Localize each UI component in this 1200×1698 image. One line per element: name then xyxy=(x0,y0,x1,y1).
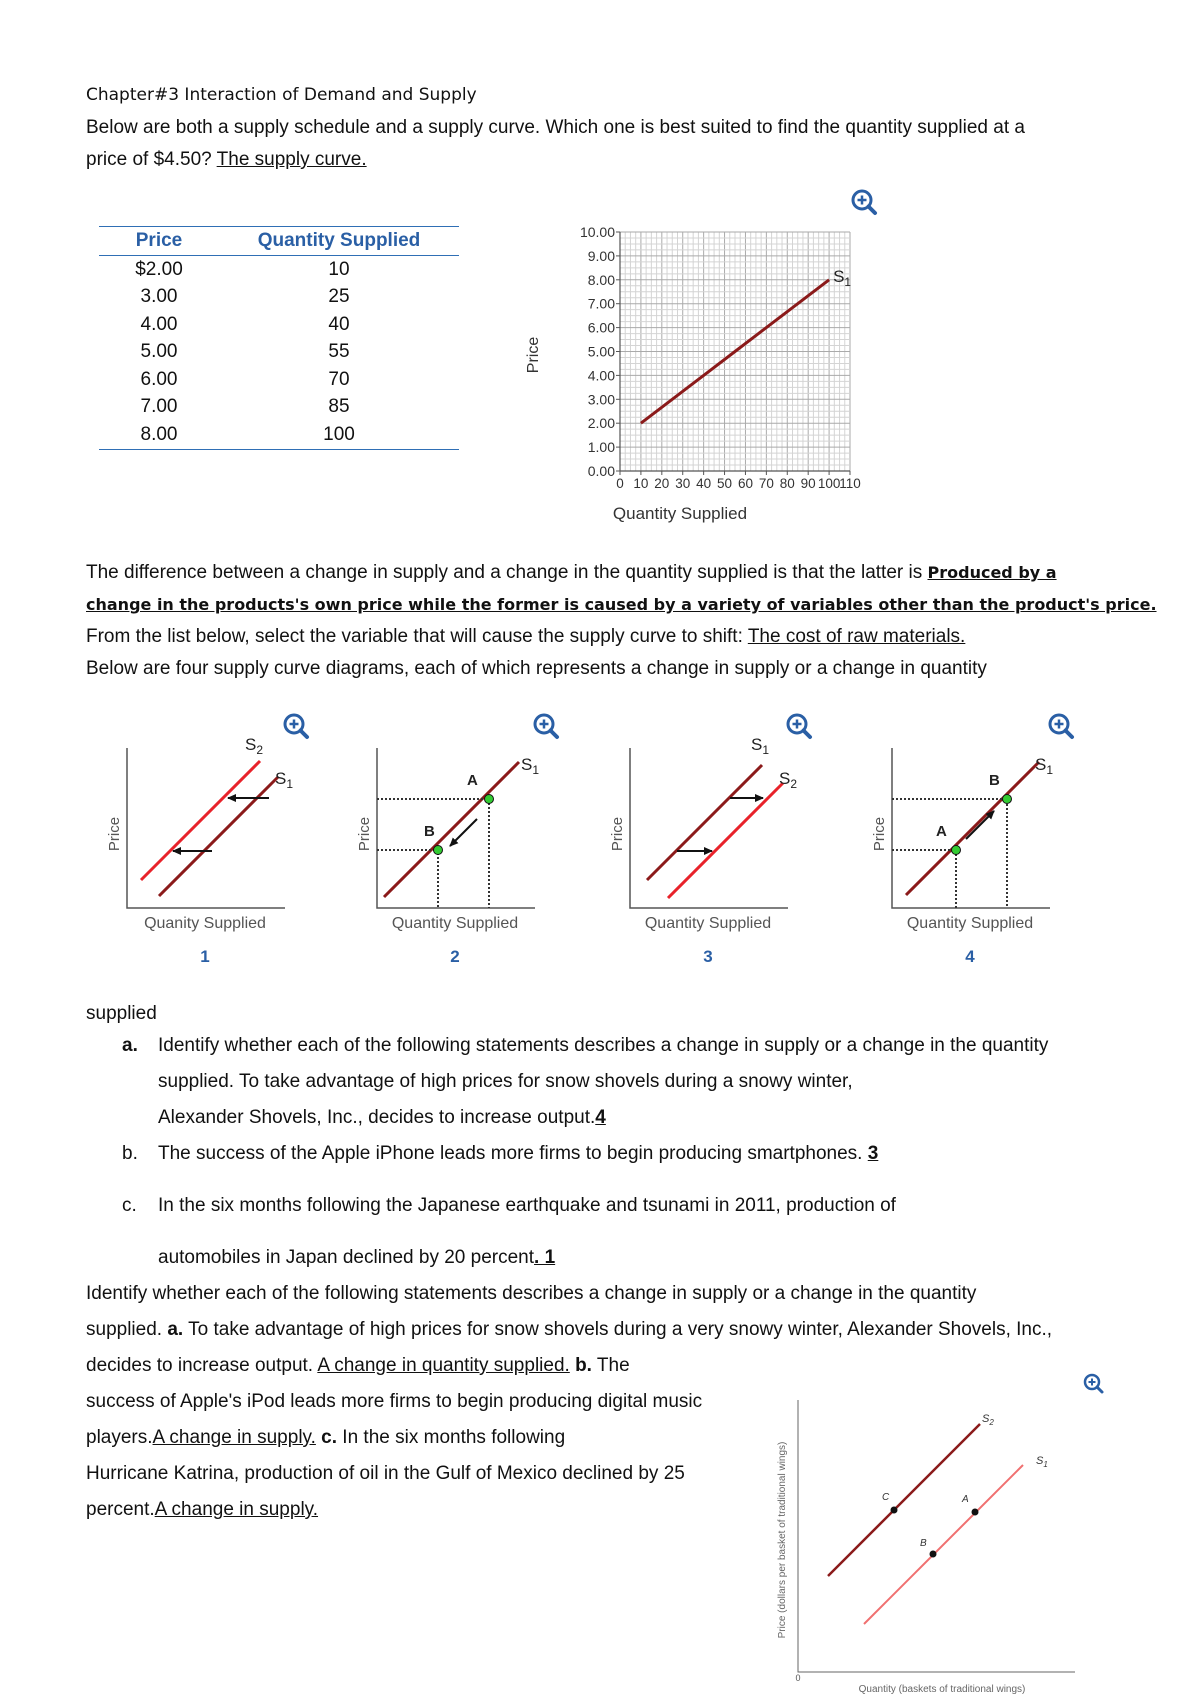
item-b-text: The success of the Apple iPhone leads more firms to begin producing smartphones. xyxy=(158,1143,868,1164)
wings-supply-chart xyxy=(770,1370,1120,1695)
paragraph-line-3 xyxy=(86,1350,630,1382)
y-tick-label: 9.00 xyxy=(587,247,615,264)
zoom-in-icon[interactable] xyxy=(535,715,557,737)
four-supply-diagrams xyxy=(95,712,1105,972)
quantity-cell: 100 xyxy=(219,421,459,449)
wings-point-b xyxy=(930,1551,937,1558)
price-cell: 5.00 xyxy=(140,341,178,363)
x-tick-label: 10 xyxy=(633,476,649,491)
quantity-cell: 55 xyxy=(328,341,350,363)
diagram-2 xyxy=(356,715,557,966)
x-tick-label: 90 xyxy=(800,476,816,491)
x-axis-ticks xyxy=(616,471,861,491)
x-axis-label: Quantity Supplied xyxy=(612,504,748,523)
diagram-2-number: 2 xyxy=(450,947,460,966)
y-tick-label: 6.00 xyxy=(587,319,615,336)
diagram-3-label-s1: $S_1$ xyxy=(751,735,770,757)
y-tick-label: 10.00 xyxy=(579,224,615,240)
paragraph-answer-b: A change in supply. xyxy=(152,1427,316,1448)
price-cell: 8.00 xyxy=(99,421,219,449)
x-tick-label: 30 xyxy=(675,476,691,491)
paragraph-text: decides to increase output. xyxy=(86,1355,318,1376)
x-tick-label: 20 xyxy=(654,476,670,491)
quantity-cell: 85 xyxy=(328,396,350,418)
diagram-3-number: 3 xyxy=(703,947,713,966)
diagram-1-y-label: Price xyxy=(106,816,123,852)
diagram-2-point-b xyxy=(434,846,443,855)
item-b-answer: 3 xyxy=(867,1143,879,1164)
item-a-line-1: Identify whether each of the following statements describes a change in supply or a change in the quantity xyxy=(158,1035,1049,1056)
question-3-answer: The cost of raw materials. xyxy=(747,626,966,647)
question-3-line xyxy=(86,621,965,653)
item-c-text: automobiles in Japan declined by 20 percent xyxy=(158,1247,535,1268)
price-cell: $2.00 xyxy=(135,258,183,280)
wings-label-s2: $S_2$ xyxy=(982,1413,994,1427)
y-tick-label: 1.00 xyxy=(587,439,615,456)
wings-point-a xyxy=(972,1509,979,1516)
paragraph-line-2 xyxy=(86,1314,1052,1346)
zoom-in-icon[interactable] xyxy=(850,188,878,216)
x-tick-label: 100 xyxy=(817,476,841,491)
diagram-1-s1-curve xyxy=(159,777,278,896)
zoom-in-icon[interactable] xyxy=(285,715,307,737)
question-2-line-2 xyxy=(86,589,1157,621)
item-a-answer: 4 xyxy=(595,1107,606,1128)
quantity-cell: 10 xyxy=(328,258,350,280)
item-c-answer: . 1 xyxy=(534,1247,556,1268)
paragraph-text: supplied. xyxy=(86,1319,168,1340)
question-1-answer: The supply curve. xyxy=(216,149,367,170)
item-b-line xyxy=(158,1138,884,1170)
paragraph-line-7 xyxy=(86,1494,318,1526)
diagram-4-label-a: A xyxy=(936,823,947,840)
quantity-cell: 40 xyxy=(328,313,350,335)
wings-label-a: A xyxy=(962,1494,969,1505)
x-tick-label: 50 xyxy=(717,476,733,491)
diagram-2-x-label: Quantity Supplied xyxy=(391,915,519,932)
diagram-2-y-label: Price xyxy=(356,816,373,852)
zoom-in-icon[interactable] xyxy=(788,715,810,737)
column-header-price: Price xyxy=(99,227,219,256)
diagram-3-y-label: Price xyxy=(609,816,626,852)
diagram-1-label-s1: $S_1$ xyxy=(275,769,294,791)
table-row xyxy=(99,256,459,284)
paragraph-answer-c: A change in supply. xyxy=(154,1499,319,1520)
table-row xyxy=(99,311,459,339)
item-c-marker: c. xyxy=(122,1195,137,1216)
x-tick-label: 40 xyxy=(696,476,712,491)
diagram-2-guide-b xyxy=(377,850,438,908)
diagram-1-number: 1 xyxy=(200,947,210,966)
quantity-cell: 70 xyxy=(328,368,350,390)
wings-label-b: B xyxy=(920,1538,927,1549)
question-2-line-1 xyxy=(86,557,1057,589)
diagram-3-label-s2: $S_2$ xyxy=(779,769,798,791)
diagram-3-x-label: Quantity Supplied xyxy=(644,915,772,932)
price-cell: 6.00 xyxy=(140,368,178,390)
zoom-in-icon[interactable] xyxy=(1085,1375,1102,1392)
paragraph-marker-c: c. xyxy=(315,1427,338,1448)
x-tick-label: 60 xyxy=(737,476,753,491)
paragraph-line-5 xyxy=(86,1422,565,1454)
question-2-text: The difference between a change in supply and a change in the quantity supplied is that the latter is xyxy=(86,562,928,583)
diagram-2-label-a: A xyxy=(467,772,478,789)
diagram-4-movement-arrow xyxy=(966,811,994,839)
item-a-line-3 xyxy=(158,1102,611,1134)
y-tick-label: 2.00 xyxy=(587,415,615,432)
y-tick-label: 7.00 xyxy=(587,295,615,312)
diagram-1-x-label: Quanity Supplied xyxy=(144,915,266,932)
diagram-2-point-a xyxy=(485,795,494,804)
wings-point-c xyxy=(891,1507,898,1514)
question-1-line-2 xyxy=(86,144,367,176)
paragraph-text: players. xyxy=(86,1427,153,1448)
diagram-4 xyxy=(871,715,1072,966)
price-cell: 4.00 xyxy=(140,313,178,335)
page-title: Chapter#3 Interaction of Demand and Supply xyxy=(86,85,477,105)
wings-s1-curve xyxy=(864,1465,1023,1624)
supplied-continuation: supplied xyxy=(86,1003,157,1024)
diagram-4-number: 4 xyxy=(965,947,975,966)
diagram-2-label-s1: $S_1$ xyxy=(521,755,540,777)
zoom-in-icon[interactable] xyxy=(1050,715,1072,737)
question-3-text: From the list below, select the variable that will cause the supply curve to shift: xyxy=(86,626,748,647)
wings-s2-curve xyxy=(828,1424,980,1576)
table-row xyxy=(99,421,459,449)
y-tick-label: 0.00 xyxy=(587,463,615,479)
item-a-line-2: supplied. To take advantage of high prices for snow shovels during a snowy winter, xyxy=(158,1071,853,1092)
diagram-4-label-s1: $S_1$ xyxy=(1035,755,1054,777)
paragraph-text: To take advantage of high prices for snow shovels during a very snowy winter, Alexander Shovels, Inc., xyxy=(183,1319,1053,1340)
y-axis-label: Price xyxy=(525,336,542,374)
diagram-4-label-b: B xyxy=(989,772,1000,789)
diagram-2-label-b: B xyxy=(424,823,435,840)
y-tick-label: 4.00 xyxy=(587,367,615,384)
wings-chart-origin: 0 xyxy=(795,1673,801,1683)
x-tick-label: 110 xyxy=(839,476,861,491)
item-a-text: Alexander Shovels, Inc., decides to increase output. xyxy=(158,1107,596,1128)
item-b-marker: b. xyxy=(122,1143,138,1164)
column-header-quantity: Quantity Supplied xyxy=(219,227,459,256)
diagram-4-point-a xyxy=(952,846,961,855)
diagram-4-y-label: Price xyxy=(871,816,888,852)
diagram-1-label-s2: $S_2$ xyxy=(245,735,264,757)
question-4-intro: Below are four supply curve diagrams, each of which represents a change in supply or a change in quantity xyxy=(86,658,987,679)
question-1-line-1: Below are both a supply schedule and a supply curve. Which one is best suited to find the quantity supplied at a xyxy=(86,117,1025,138)
question-2-answer-part-2: change in the products's own price while the former is caused by a variety of variables other than the product's price. xyxy=(86,595,1157,614)
item-c-line-1: In the six months following the Japanese earthquake and tsunami in 2011, production of xyxy=(158,1195,896,1216)
price-cell: 7.00 xyxy=(140,396,178,418)
price-cell: 3.00 xyxy=(140,286,178,308)
y-axis-ticks xyxy=(580,224,620,479)
diagram-4-point-b xyxy=(1003,795,1012,804)
x-tick-label: 70 xyxy=(758,476,774,491)
paragraph-text: In the six months following xyxy=(337,1427,566,1448)
paragraph-answer-a: A change in quantity supplied. xyxy=(317,1355,570,1376)
paragraph-line-4: success of Apple's iPod leads more firms to begin producing digital music xyxy=(86,1391,703,1412)
y-tick-label: 5.00 xyxy=(587,343,615,360)
question-1-prefix: price of $4.50? xyxy=(86,149,217,170)
diagram-1-axes xyxy=(127,748,285,908)
series-label: $S_1$ xyxy=(833,266,852,289)
paragraph-text: percent. xyxy=(86,1499,155,1520)
quantity-cell: 25 xyxy=(328,286,350,308)
diagram-2-movement-arrow xyxy=(450,819,477,846)
diagram-2-s1-curve xyxy=(384,762,519,897)
diagram-2-guide-a xyxy=(377,799,489,908)
paragraph-text: The xyxy=(591,1355,630,1376)
y-tick-label: 3.00 xyxy=(587,391,615,408)
supply-schedule-table xyxy=(99,226,459,450)
table-row xyxy=(99,339,459,367)
diagram-1-s2-curve xyxy=(141,761,260,880)
table-row xyxy=(99,284,459,312)
wings-chart-axes xyxy=(798,1400,1075,1672)
item-a-marker: a. xyxy=(122,1035,138,1056)
item-c-line-2 xyxy=(158,1242,555,1274)
wings-chart-x-label: Quantity (baskets of traditional wings) xyxy=(858,1684,1026,1695)
x-tick-label: 0 xyxy=(616,476,624,491)
x-tick-label: 80 xyxy=(779,476,795,491)
diagram-3-axes xyxy=(630,748,788,908)
diagram-4-s1-curve xyxy=(906,762,1039,895)
table-row xyxy=(99,394,459,422)
table-row xyxy=(99,366,459,394)
paragraph-marker-a: a. xyxy=(167,1319,184,1340)
diagram-3 xyxy=(609,715,810,966)
wings-label-s1: $S_1$ xyxy=(1036,1455,1048,1469)
wings-chart-y-label: Price (dollars per basket of traditional wings) xyxy=(777,1441,788,1639)
paragraph-marker-b: b. xyxy=(569,1355,592,1376)
wings-label-c: C xyxy=(882,1492,890,1503)
paragraph-line-6: Hurricane Katrina, production of oil in the Gulf of Mexico declined by 25 xyxy=(86,1463,685,1484)
supply-curve-chart xyxy=(520,220,880,530)
y-tick-label: 8.00 xyxy=(587,271,615,288)
question-2-answer-part-1: Produced by a xyxy=(927,563,1057,582)
diagram-4-x-label: Quantity Supplied xyxy=(906,915,1034,932)
diagram-1 xyxy=(106,715,307,966)
diagram-2-axes xyxy=(377,748,535,908)
paragraph-line-1: Identify whether each of the following statements describes a change in supply or a change in the quantity xyxy=(86,1283,977,1304)
